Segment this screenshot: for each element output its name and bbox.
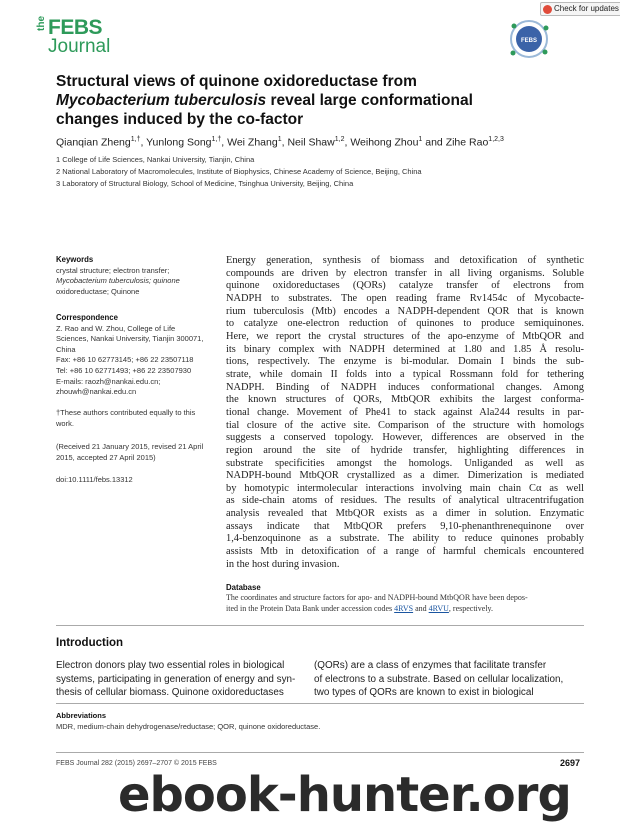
correspondence-line: Sciences, Nankai University, Tianjin 300071, [56, 334, 204, 344]
emblem-text: FEBS [520, 38, 538, 44]
author-affiliation: 1,† [211, 136, 222, 143]
abstract-line: NADPH-bound MtbQOR crystallized as a dimer. Dimerization is mediated [226, 470, 584, 482]
abstract-line: tions, respectively. The enzyme is bi-modular. Domain I binds the sub- [226, 356, 584, 368]
abstract [226, 255, 584, 571]
title-line-2 [56, 91, 566, 110]
pdb-link-4rvs[interactable]: 4RVS [394, 604, 414, 613]
equal-contribution-line: †These authors contributed equally to this [56, 408, 196, 417]
intro-right-column [314, 659, 566, 700]
title-line-1: Structural views of quinone oxidoreductase from [56, 73, 417, 90]
abstract-line: NADPH to substrates. The open reading frame Rv1454c of Mycobacte- [226, 292, 584, 304]
abstract-line: substrate specificities amongst the homologs. Unliganded as well as [226, 457, 584, 469]
keywords-line-italic: Mycobacterium tuberculosis; quinone [56, 276, 180, 286]
abstract-line: assays indicate that MtbQOR prefers 9,10-phenanthrenequinone over [226, 520, 584, 532]
correspondence-line: Z. Rao and W. Zhou, College of Life [56, 323, 176, 333]
author: Zihe Rao [445, 136, 489, 149]
abstract-line: its binary complex with NADPH determined at 1.80 and 1.85 Å resolu- [226, 343, 584, 355]
equal-contribution-line: work. [56, 418, 74, 428]
author-affiliation: 1,2 [334, 136, 345, 143]
abstract-line: as side-chain atoms of residues. The results of analytical ultracentrifugation [226, 495, 584, 507]
author-affiliation: 1,† [130, 136, 141, 143]
correspondence-block [56, 313, 206, 398]
febs-emblem-icon [505, 17, 553, 61]
database-line-2-pre: ited in the Protein Data Bank under accession codes [226, 604, 395, 613]
author-affiliation: 1 [277, 136, 282, 143]
database-line-2 [226, 603, 584, 614]
abstract-line: NADPH. Binding of NADPH induces conformational changes. Among [226, 381, 584, 393]
watermark: ebook-hunter.org [118, 767, 571, 823]
abstract-line: tional change. Movement of Phe41 to stack against Ala244 results in par- [226, 406, 584, 418]
correspondence-line: Fax: +86 10 62773145; +86 22 23507118 [56, 355, 194, 365]
section-divider [56, 625, 584, 626]
abstract-line: assists Mtb in detoxification of a range of harmful chemicals encountered [226, 546, 584, 558]
database-heading: Database [226, 583, 261, 592]
intro-line: two types of QORs are known to exist in biological [314, 687, 534, 698]
intro-line: Electron donors play two essential roles in biological [56, 660, 285, 671]
intro-line: (QORs) are a class of enzymes that facilitate transfer [314, 660, 547, 671]
pdb-link-4rvu[interactable]: 4RVU [428, 604, 449, 613]
abbreviations-text: MDR, medium-chain dehydrogenase/reductase; QOR, quinone oxidoreductase. [56, 722, 321, 731]
abstract-line: tial closure of the active site. Comparison of the structure with homologs [226, 419, 584, 431]
logo-febs: FEBS [48, 16, 103, 39]
database-and: and [413, 604, 429, 613]
author-affiliation: 1,2,3 [488, 136, 504, 143]
intro-line: thesis of cellular biomass. Quinone oxidoreductases [56, 687, 284, 698]
footer-divider [56, 752, 584, 753]
abstract-line: the known structures of QORs, MtbQOR exhibits the largest conforma- [226, 394, 584, 406]
keywords-heading: Keywords [56, 255, 94, 264]
page-number: 2697 [560, 758, 581, 768]
author: Wei Zhang [227, 136, 278, 149]
abstract-line: suggests a conserved topology. However, differences are observed in the [226, 432, 584, 444]
abstract-line: strate, while domain II folds into a typical Rossmann fold for tethering [226, 368, 584, 380]
abstract-line: Here, we report the crystal structures of the apo-enzyme of MtbQOR and [226, 330, 584, 342]
intro-line: systems, participating in generation of energy and syn- [56, 673, 296, 685]
author: Neil Shaw [287, 136, 335, 149]
abstract-line: by homotypic intermolecular interactions involving main chain Cα as well [226, 482, 584, 494]
abstract-line: analysis revealed that MtbQOR exists as a dimer in solution. Enzymatic [226, 508, 584, 520]
correspondence-line: Tel: +86 10 62771493; +86 22 23507930 [56, 365, 192, 375]
correspondence-line: China [56, 344, 76, 354]
abstract-line: compounds are driven by electron transfer in all living organisms. Soluble [226, 267, 584, 279]
intro-left-column [56, 659, 308, 700]
abstract-line: 1,4-benzoquinone as a substrate. The ability to reduce quinones probably [226, 533, 584, 545]
correspondence-email-line[interactable]: zhouwh@nankai.edu.cn [56, 387, 137, 397]
affiliation-3: 3 Laboratory of Structural Biology, School of Medicine, Tsinghua University, Beijing, China [56, 179, 354, 188]
database-line-1: The coordinates and structure factors for apo- and NADPH-bound MtbQOR have been depos- [226, 593, 528, 602]
article-title [56, 72, 566, 129]
affiliation-2: 2 National Laboratory of Macromolecules, Institute of Biophysics, Chinese Academy of Science, Beijing, China [56, 167, 422, 176]
check-for-updates-button[interactable] [540, 2, 620, 16]
title-line-2-rest: reveal large conformational [266, 92, 473, 109]
received-dates [56, 442, 206, 463]
check-updates-label: Check for updates [554, 4, 619, 13]
intro-line: of electrons to a substrate. Based on cellular localization, [314, 673, 564, 685]
febs-journal-logo [36, 16, 116, 60]
keywords-block [56, 255, 206, 297]
received-line: 2015, accepted 27 April 2015) [56, 452, 156, 462]
affiliation-1: 1 College of Life Sciences, Nankai University, Tianjin, China [56, 155, 255, 164]
logo-journal: Journal [48, 36, 111, 57]
author-affiliation: 1 [418, 136, 423, 143]
abstract-line: region around the site of hydride transfer, highlighting differences in [226, 444, 584, 456]
author-list: Qianqian Zheng$^{1,\dagger}$, Yunlong Song$^{1,\dagger}$, Wei Zhang$^1$, Neil Shaw$^{1,2}$, Weihong Zhou$^1$ and Zihe Rao$^{1,2,3}$ [56, 136, 504, 149]
introduction-heading: Introduction [56, 637, 124, 649]
updates-icon [543, 5, 552, 14]
keywords-line: crystal structure; electron transfer; [56, 265, 170, 275]
database-text [226, 592, 584, 614]
abstract-line: Energy generation, synthesis of biomass and detoxification of synthetic [226, 255, 584, 266]
keywords-line: oxidoreductase; Quinone [56, 286, 140, 296]
abstract-line: rium tuberculosis (Mtb) encodes a NADPH-dependent QOR that is known [226, 305, 584, 317]
abbreviations-divider [56, 703, 584, 704]
doi[interactable]: doi:10.1111/febs.13312 [56, 475, 133, 484]
keywords-line [56, 276, 206, 287]
logo-the: the [36, 16, 47, 31]
abstract-line: quinone oxidoreductases (QORs) catalyze transfer of electrons from [226, 280, 584, 292]
abbreviations-heading: Abbreviations [56, 711, 107, 720]
footer-citation: FEBS Journal 282 (2015) 2697–2707 © 2015 FEBS [56, 760, 217, 767]
author: Qianqian Zheng [56, 136, 131, 149]
abstract-line: in the host during invasion. [226, 558, 340, 570]
database-line-2-post: , respectively. [448, 604, 494, 613]
received-line: (Received 21 January 2015, revised 21 April [56, 442, 204, 451]
abstract-line: to catalyze one-electron reduction of quinones to produce semiquinones. [226, 318, 584, 330]
equal-contribution-note [56, 408, 206, 429]
correspondence-email-line[interactable]: E-mails: raozh@nankai.edu.cn; [56, 376, 161, 386]
author: Weihong Zhou [350, 136, 419, 149]
title-line-3: changes induced by the co-factor [56, 111, 304, 128]
correspondence-heading: Correspondence [56, 313, 118, 322]
title-organism: Mycobacterium tuberculosis [56, 92, 267, 109]
author: Yunlong Song [146, 136, 212, 149]
